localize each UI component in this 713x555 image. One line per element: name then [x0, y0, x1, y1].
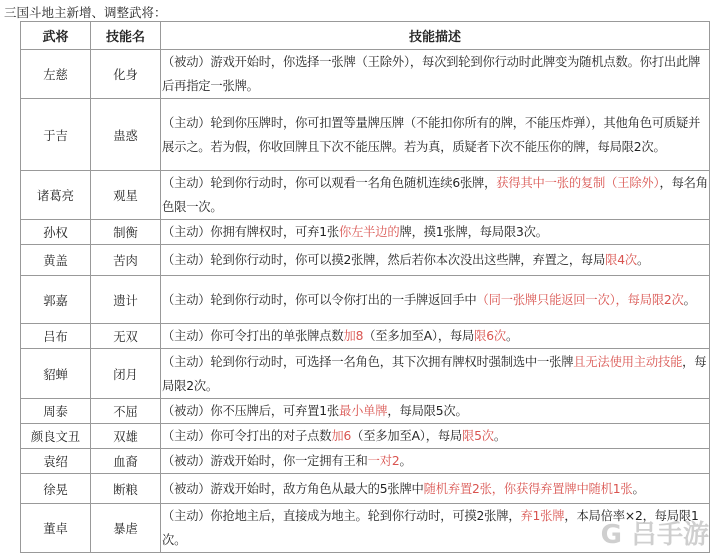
skill-description — [161, 245, 710, 276]
skill-name: 闭月 — [91, 349, 161, 399]
highlighted-text: 加8 — [343, 329, 364, 343]
skill-description — [161, 349, 710, 399]
description-text: （主动）轮到你行动时，你可以令你打出的一手牌返回手中 — [162, 292, 477, 307]
skill-name: 苦肉 — [91, 245, 161, 276]
description-text: 牌，摸1张牌，每局限3次。 — [399, 225, 548, 239]
table-row — [21, 220, 710, 245]
description-text: （主动）你拥有牌权时，可弃1张 — [162, 225, 339, 239]
general-name: 袁绍 — [21, 449, 91, 474]
description-text: 。 — [632, 481, 645, 496]
table-row — [21, 399, 710, 424]
description-text: 。 — [683, 292, 696, 307]
table-row — [21, 171, 710, 220]
header-skill-description: 技能描述 — [161, 22, 710, 50]
skill-description — [161, 276, 710, 324]
general-name: 郭嘉 — [21, 276, 91, 324]
description-text: （主动）轮到你压牌时，你可扣置等量牌压牌（不能扣你所有的牌，不能压炸弹），其他角色可质疑并展示之。若为假，你收回牌且下次不能压牌。若为真，质疑者下次不能压你的牌，每局限2次。 — [162, 115, 701, 154]
skill-name: 蛊惑 — [91, 99, 161, 171]
description-text: （被动）你不压牌后，可弃置1张 — [162, 404, 339, 418]
highlighted-text: 一对2 — [367, 454, 400, 468]
highlighted-text: 弃1张牌 — [520, 509, 565, 523]
skill-description — [161, 424, 710, 449]
highlighted-text: 你左半边的 — [338, 225, 400, 239]
skill-name: 无双 — [91, 324, 161, 349]
skill-name: 断粮 — [91, 474, 161, 504]
skill-description — [161, 220, 710, 245]
skill-name: 制衡 — [91, 220, 161, 245]
general-name: 周泰 — [21, 399, 91, 424]
highlighted-text: 随机弃置2张，你获得弃置牌中随机1张 — [423, 481, 633, 496]
skill-name: 观星 — [91, 171, 161, 220]
general-name: 董卓 — [21, 504, 91, 553]
description-text: （至多加至A），每局 — [351, 429, 463, 443]
skill-description — [161, 449, 710, 474]
general-name: 孙权 — [21, 220, 91, 245]
highlighted-text: 限6次 — [474, 329, 506, 343]
description-text: 。 — [636, 253, 650, 267]
description-text: （至多加至A），每局 — [363, 329, 475, 343]
skill-name: 血裔 — [91, 449, 161, 474]
general-name: 颜良文丑 — [21, 424, 91, 449]
skill-name: 遗计 — [91, 276, 161, 324]
general-name: 黄盖 — [21, 245, 91, 276]
general-name: 吕布 — [21, 324, 91, 349]
general-name: 于吉 — [21, 99, 91, 171]
skill-name: 化身 — [91, 50, 161, 99]
description-text: ，每名角色限一次。 — [162, 176, 708, 214]
general-name: 徐晃 — [21, 474, 91, 504]
highlighted-text: 限5次 — [462, 429, 494, 443]
table-header-row — [21, 22, 710, 50]
description-text: ，本局倍率×2，每局限1次。 — [162, 509, 699, 547]
general-name: 左慈 — [21, 50, 91, 99]
page-title: 三国斗地主新增、调整武将： — [4, 5, 167, 20]
table-row — [21, 349, 710, 399]
description-text: （主动）轮到你行动时，你可以观看一名角色随机连续6张牌， — [162, 176, 497, 190]
highlighted-text: 加6 — [331, 429, 352, 443]
table-row — [21, 324, 710, 349]
general-skill-table — [20, 21, 710, 553]
description-text: 。 — [493, 429, 506, 443]
table-row — [21, 449, 710, 474]
description-text: 。 — [399, 454, 412, 468]
skill-description — [161, 474, 710, 504]
description-text: （主动）轮到你行动时，你可以摸2张牌，然后若你本次没出这些牌，弃置之，每局 — [162, 253, 606, 267]
table-row — [21, 276, 710, 324]
general-name: 貂蝉 — [21, 349, 91, 399]
skill-description — [161, 399, 710, 424]
description-text: （被动）游戏开始时，你一定拥有王和 — [162, 454, 368, 468]
skill-name: 暴虐 — [91, 504, 161, 553]
table-row — [21, 245, 710, 276]
highlighted-text: 且无法使用主动技能 — [573, 354, 683, 369]
header-skill-name: 技能名 — [91, 22, 161, 50]
highlighted-text: 最小单牌 — [338, 404, 388, 418]
description-text: ，每局限2次。 — [162, 354, 707, 393]
description-text: （主动）轮到你行动时，可选择一名角色，其下次拥有牌权时强制选中一张牌 — [162, 354, 574, 369]
description-text: （被动）游戏开始时，敌方角色从最大的5张牌中 — [162, 481, 424, 496]
table-row — [21, 50, 710, 99]
skill-description — [161, 50, 710, 99]
skill-description — [161, 171, 710, 220]
highlighted-text: 限4次 — [605, 253, 637, 267]
skill-description — [161, 99, 710, 171]
header-general: 武将 — [21, 22, 91, 50]
description-text: 。 — [505, 329, 519, 343]
table-row — [21, 474, 710, 504]
watermark-logo: G 吕手游 — [600, 520, 709, 550]
description-text: （主动）你可令打出的对子点数 — [162, 429, 332, 443]
description-text: （主动）你可令打出的单张牌点数 — [162, 329, 344, 343]
table-row — [21, 424, 710, 449]
general-name: 诸葛亮 — [21, 171, 91, 220]
skill-description — [161, 324, 710, 349]
highlighted-text: （同一张牌只能返回一次），每局限2次 — [476, 292, 684, 307]
skill-name: 不屈 — [91, 399, 161, 424]
description-text: ，每局限5次。 — [387, 404, 468, 418]
description-text: （被动）游戏开始时，你选择一张牌（王除外），每次到轮到你行动时此牌变为随机点数。你打出此牌后再指定一张牌。 — [162, 55, 701, 93]
skill-name: 双雄 — [91, 424, 161, 449]
description-text: （主动）你抢地主后，直接成为地主。轮到你行动时，可摸2张牌， — [162, 509, 521, 523]
highlighted-text: 获得其中一张的复制（王除外） — [496, 176, 660, 190]
table-row — [21, 99, 710, 171]
